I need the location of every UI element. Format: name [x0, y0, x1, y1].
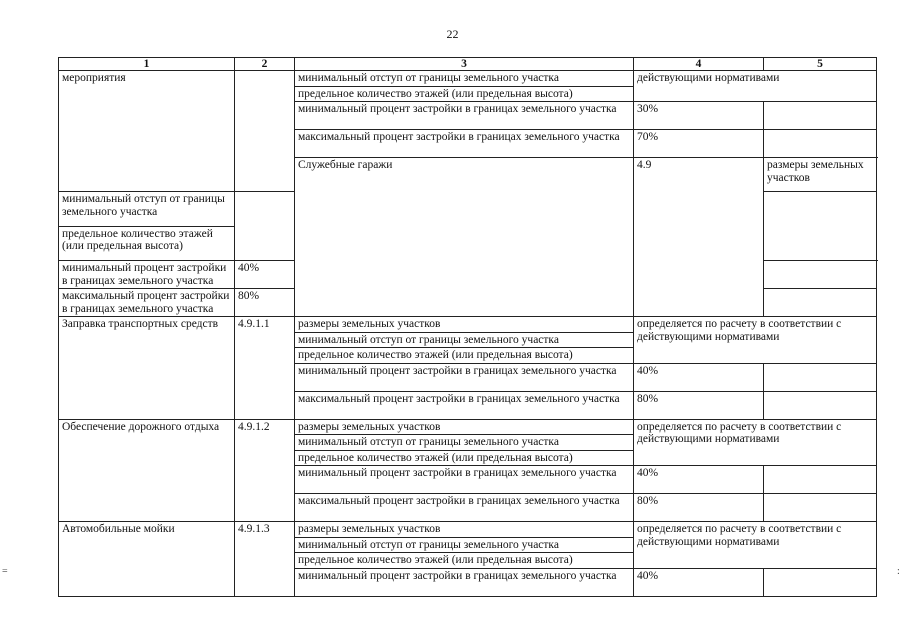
note-cell — [764, 466, 877, 494]
note-cell — [764, 363, 877, 391]
parameter-cell: минимальный процент застройки в границах земельного участка — [295, 102, 634, 130]
value-cell: 80% — [235, 289, 295, 317]
parameter-cell: размеры земельных участков — [295, 317, 634, 333]
use-name-cell: Заправка транспортных средств — [59, 317, 235, 420]
parameter-cell: максимальный процент застройки в границах земельного участка — [295, 391, 634, 419]
regulations-table — [58, 57, 877, 597]
use-name-cell: Обеспечение дорожного отдыха — [59, 419, 235, 522]
table-row — [59, 71, 877, 87]
table-row — [59, 522, 877, 538]
parameter-cell: максимальный процент застройки в границах земельного участка — [295, 494, 634, 522]
value-cell: определяется по расчету в соответствии с действующими нормативами — [634, 317, 877, 364]
value-cell: 70% — [634, 130, 764, 158]
column-header: 1 — [59, 58, 235, 71]
column-header: 2 — [235, 58, 295, 71]
code-cell: 4.9.1.2 — [235, 419, 295, 522]
value-cell: определяется по расчету в соответствии с действующими нормативами — [634, 522, 877, 569]
note-cell — [764, 261, 877, 289]
value-cell: 80% — [634, 494, 764, 522]
parameter-cell: минимальный отступ от границы земельного участка — [295, 332, 634, 348]
value-cell: действующими нормативами — [634, 71, 877, 102]
value-cell: 40% — [634, 568, 764, 596]
parameter-cell: минимальный отступ от границы земельного участка — [295, 71, 634, 87]
value-cell: 40% — [235, 261, 295, 289]
note-cell — [764, 494, 877, 522]
parameter-cell: предельное количество этажей (или предельная высота) — [295, 86, 634, 102]
column-header: 3 — [295, 58, 634, 71]
code-cell: 4.9.1.1 — [235, 317, 295, 420]
parameter-cell: минимальный отступ от границы земельного участка — [295, 435, 634, 451]
right-edge-mark: : — [897, 566, 900, 577]
parameter-cell: минимальный процент застройки в границах земельного участка — [59, 261, 235, 289]
note-cell — [764, 102, 877, 130]
note-cell — [764, 130, 877, 158]
parameter-cell: минимальный отступ от границы земельного участка — [295, 537, 634, 553]
use-name-cell: мероприятия — [59, 71, 235, 192]
note-cell — [764, 568, 877, 596]
parameter-cell: минимальный процент застройки в границах земельного участка — [295, 363, 634, 391]
parameter-cell: размеры земельных участков — [295, 419, 634, 435]
left-edge-mark: = — [2, 566, 8, 577]
code-cell — [235, 71, 295, 192]
code-cell: 4.9.1.3 — [235, 522, 295, 597]
parameter-cell: предельное количество этажей (или предельная высота) — [295, 553, 634, 569]
parameter-cell: предельное количество этажей (или предельная высота) — [295, 450, 634, 466]
value-cell: 30% — [634, 102, 764, 130]
header-row — [59, 58, 877, 71]
table-row — [59, 419, 877, 435]
parameter-cell: минимальный процент застройки в границах земельного участка — [295, 568, 634, 596]
value-cell: 80% — [634, 391, 764, 419]
parameter-cell: минимальный процент застройки в границах земельного участка — [295, 466, 634, 494]
column-header: 4 — [634, 58, 764, 71]
parameter-cell: минимальный отступ от границы земельного участка — [59, 192, 235, 226]
use-name-cell: Автомобильные мойки — [59, 522, 235, 597]
parameter-cell: максимальный процент застройки в границах земельного участка — [295, 130, 634, 158]
parameter-cell: размеры земельных участков — [295, 522, 634, 538]
column-header: 5 — [764, 58, 877, 71]
use-name-cell: Служебные гаражи — [295, 158, 634, 317]
note-cell — [764, 289, 877, 317]
table-row — [59, 317, 877, 333]
note-cell — [764, 391, 877, 419]
parameter-cell: предельное количество этажей (или предельная высота) — [295, 348, 634, 364]
parameter-cell: размеры земельных участков — [764, 158, 877, 192]
value-cell: 40% — [634, 363, 764, 391]
value-cell: определяется по расчету в соответствии с действующими нормативами — [634, 419, 877, 466]
code-cell: 4.9 — [634, 158, 764, 317]
parameter-cell: максимальный процент застройки в границах земельного участка — [59, 289, 235, 317]
page-number: 22 — [446, 27, 459, 41]
value-cell: 40% — [634, 466, 764, 494]
parameter-cell: предельное количество этажей (или предельная высота) — [59, 226, 235, 260]
